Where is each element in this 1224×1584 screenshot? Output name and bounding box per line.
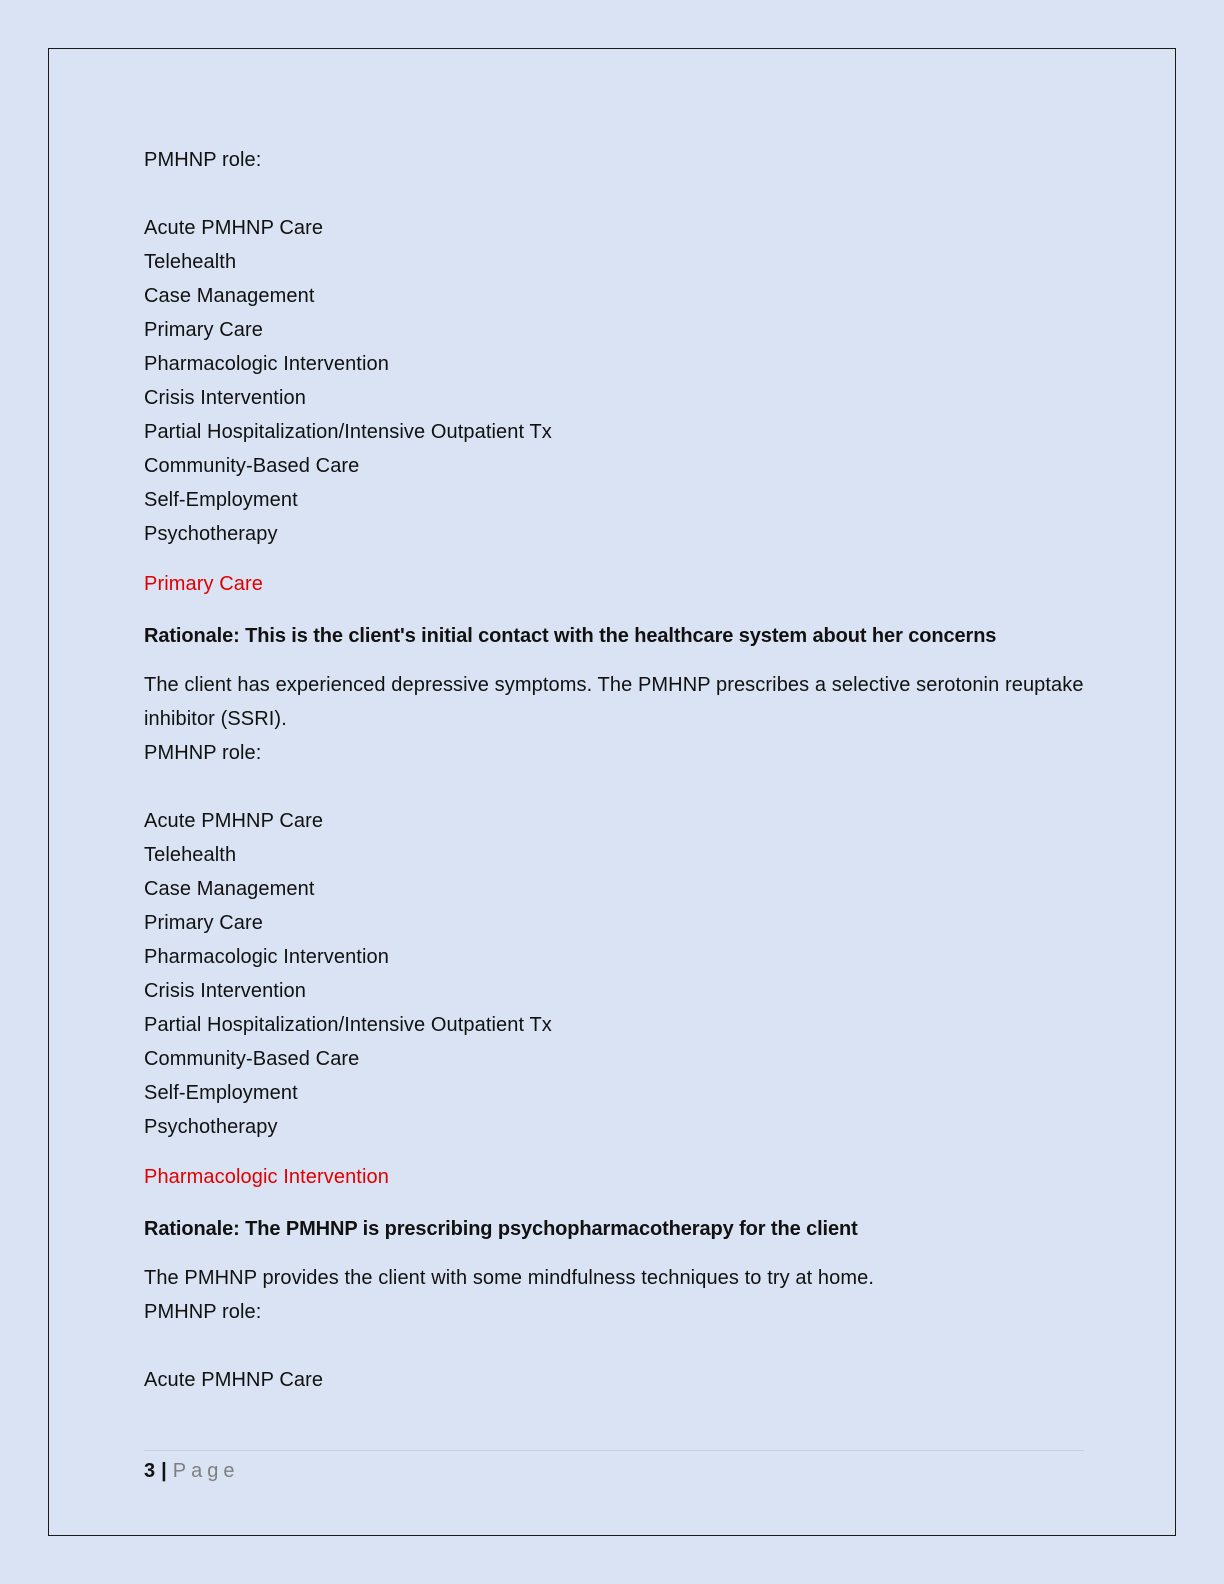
option-item: Primary Care xyxy=(144,319,263,341)
option-item: Crisis Intervention xyxy=(144,387,306,409)
blank-line xyxy=(144,177,1084,211)
option-item: Psychotherapy xyxy=(144,523,278,545)
options-list xyxy=(144,804,1084,1144)
option-item: Psychotherapy xyxy=(144,1116,278,1138)
document-body xyxy=(144,143,1084,1397)
option-item: Self-Employment xyxy=(144,489,298,511)
option-item: Crisis Intervention xyxy=(144,980,306,1002)
blank-line xyxy=(144,1329,1084,1363)
question-text: The PMHNP provides the client with some mindfulness techniques to try at home. xyxy=(144,1267,874,1289)
page-footer xyxy=(144,1456,239,1486)
options-list xyxy=(144,211,1084,551)
question-text: The client has experienced depressive symptoms. The PMHNP prescribes a selective serotonin reuptake inhibitor (SSRI). xyxy=(144,674,1084,730)
option-item: Partial Hospitalization/Intensive Outpatient Tx xyxy=(144,1014,552,1036)
role-label: PMHNP role: xyxy=(144,742,262,764)
question-section-1 xyxy=(144,143,1084,653)
role-label: PMHNP role: xyxy=(144,1301,262,1323)
option-item: Partial Hospitalization/Intensive Outpatient Tx xyxy=(144,421,552,443)
option-item: Self-Employment xyxy=(144,1082,298,1104)
option-item: Case Management xyxy=(144,285,315,307)
role-label: PMHNP role: xyxy=(144,149,262,171)
option-item: Case Management xyxy=(144,878,315,900)
option-item: Telehealth xyxy=(144,251,237,273)
question-section-2 xyxy=(144,668,1084,1246)
option-item: Acute PMHNP Care xyxy=(144,1369,324,1391)
options-list xyxy=(144,1363,1084,1397)
page-number: 3 xyxy=(144,1460,156,1482)
footer-divider xyxy=(144,1450,1084,1451)
page-word: Page xyxy=(172,1460,240,1482)
question-section-3 xyxy=(144,1261,1084,1397)
option-item: Primary Care xyxy=(144,912,263,934)
rationale-text: Rationale: This is the client's initial contact with the healthcare system about her concerns xyxy=(144,625,997,647)
option-item: Acute PMHNP Care xyxy=(144,810,324,832)
option-item: Community-Based Care xyxy=(144,455,360,477)
answer-text: Pharmacologic Intervention xyxy=(144,1166,389,1188)
option-item: Pharmacologic Intervention xyxy=(144,353,389,375)
blank-line xyxy=(144,770,1084,804)
footer-separator: | xyxy=(161,1460,167,1482)
option-item: Pharmacologic Intervention xyxy=(144,946,389,968)
option-item: Community-Based Care xyxy=(144,1048,360,1070)
option-item: Telehealth xyxy=(144,844,237,866)
option-item: Acute PMHNP Care xyxy=(144,217,324,239)
answer-text: Primary Care xyxy=(144,573,263,595)
rationale-text: Rationale: The PMHNP is prescribing psychopharmacotherapy for the client xyxy=(144,1218,858,1240)
